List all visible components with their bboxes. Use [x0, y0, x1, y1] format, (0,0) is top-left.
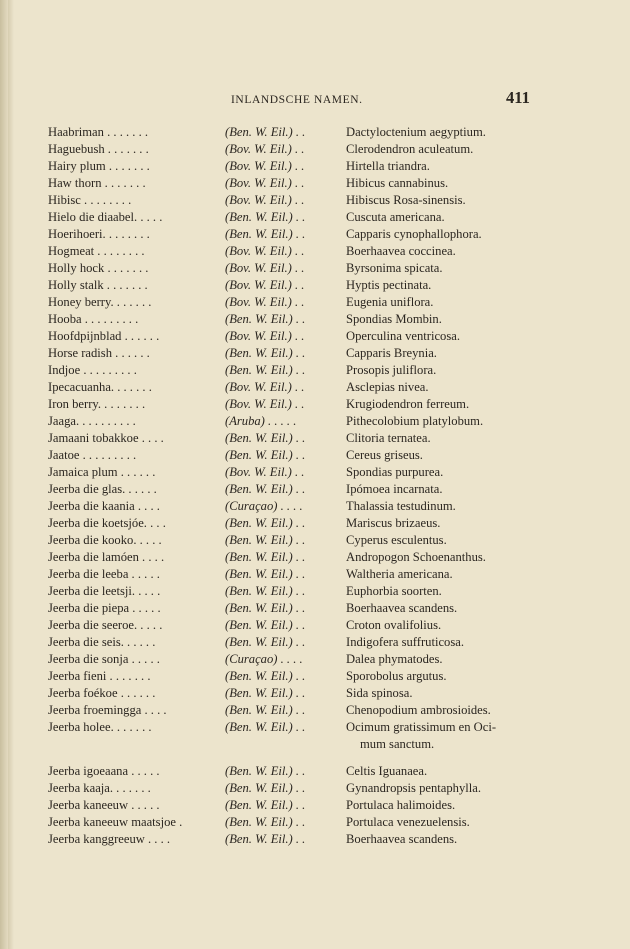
scientific-name	[346, 797, 536, 814]
vernacular-name: Jamaica plum . . . . . .	[48, 465, 156, 479]
scientific-name	[346, 617, 536, 634]
vernacular-name: Jeerba die leetsji. . . . .	[48, 584, 161, 598]
vernacular-name: Hairy plum . . . . . . .	[48, 159, 150, 173]
glossary-entry	[0, 158, 630, 175]
source-region: (Aruba) . . . . .	[225, 414, 297, 428]
scientific-name	[346, 260, 536, 277]
scientific-name	[346, 702, 536, 719]
vernacular-name: Jeerba die koetsjóe. . . .	[48, 516, 166, 530]
scientific-name-text: Portulaca venezuelensis.	[346, 815, 470, 829]
glossary-entry	[0, 464, 630, 481]
glossary-entry	[0, 831, 630, 848]
page-header	[0, 88, 630, 112]
scientific-name	[346, 549, 536, 566]
glossary-entry	[0, 277, 630, 294]
scientific-name-text: Eugenia uniflora.	[346, 295, 434, 309]
source-region: (Bov. W. Eil.) . .	[225, 329, 305, 343]
vernacular-name: Jeerba die lamóen . . . .	[48, 550, 165, 564]
scientific-name-text: Cuscuta americana.	[346, 210, 445, 224]
scientific-name-text: Boerhaavea scandens.	[346, 832, 458, 846]
scientific-name-text: Pithecolobium platylobum.	[346, 414, 484, 428]
source-region: (Ben. W. Eil.) . .	[225, 550, 306, 564]
source-region: (Ben. W. Eil.) . .	[225, 686, 306, 700]
scientific-name-text: Dactyloctenium aegyptium.	[346, 125, 486, 139]
scientific-name-text: Indigofera suffruticosa.	[346, 635, 464, 649]
scientific-name	[346, 566, 536, 583]
source-region: (Ben. W. Eil.) . .	[225, 601, 306, 615]
vernacular-name: Honey berry. . . . . . .	[48, 295, 152, 309]
scientific-name	[346, 277, 536, 294]
scientific-name-text: Byrsonima spicata.	[346, 261, 443, 275]
scientific-name-text: Dalea phymatodes.	[346, 652, 443, 666]
glossary-entry	[0, 294, 630, 311]
vernacular-name: Horse radish . . . . . .	[48, 346, 150, 360]
scientific-name-text: Andropogon Schoenanthus.	[346, 550, 486, 564]
source-region: (Ben. W. Eil.) . .	[225, 448, 306, 462]
glossary-entry	[0, 780, 630, 797]
source-region: (Bov. W. Eil.) . .	[225, 278, 305, 292]
scientific-name-text: Portulaca halimoides.	[346, 798, 456, 812]
vernacular-name: Jeerba kaneeuw . . . . .	[48, 798, 160, 812]
glossary-entry	[0, 396, 630, 413]
scientific-name	[346, 780, 536, 797]
source-region: (Bov. W. Eil.) . .	[225, 465, 305, 479]
page-number: 411	[506, 88, 530, 107]
scientific-name	[346, 192, 536, 209]
scientific-name	[346, 634, 536, 651]
source-region: (Bov. W. Eil.) . .	[225, 380, 305, 394]
scientific-name	[346, 294, 536, 311]
scientific-name	[346, 158, 536, 175]
scientific-name-text: Clitoria ternatea.	[346, 431, 431, 445]
glossary-list	[0, 124, 630, 848]
scientific-name	[346, 498, 536, 515]
vernacular-name: Haabriman . . . . . . .	[48, 125, 149, 139]
vernacular-name: Jamaani tobakkoe . . . .	[48, 431, 164, 445]
glossary-entry	[0, 651, 630, 668]
glossary-entry	[0, 362, 630, 379]
scientific-name-text: Gynandropsis pentaphylla.	[346, 781, 482, 795]
scientific-name	[346, 413, 536, 430]
vernacular-name: Holly hock . . . . . . .	[48, 261, 149, 275]
source-region: (Ben. W. Eil.) . .	[225, 703, 306, 717]
glossary-entry	[0, 209, 630, 226]
scientific-name-text: Krugiodendron ferreum.	[346, 397, 470, 411]
scientific-name-text: Boerhaavea coccinea.	[346, 244, 456, 258]
vernacular-name: Jeerba die kooko. . . . .	[48, 533, 162, 547]
vernacular-name: Jeerba die glas. . . . . .	[48, 482, 157, 496]
source-region: (Ben. W. Eil.) . .	[225, 346, 306, 360]
scientific-name-text: Cyperus esculentus.	[346, 533, 447, 547]
glossary-entry	[0, 566, 630, 583]
vernacular-name: Jeerba die sonja . . . . .	[48, 652, 160, 666]
glossary-entry	[0, 634, 630, 651]
scientific-name	[346, 124, 536, 141]
scientific-name-text: Spondias purpurea.	[346, 465, 444, 479]
vernacular-name: Jeerba die piepa . . . . .	[48, 601, 161, 615]
scientific-name	[346, 141, 536, 158]
source-region: (Ben. W. Eil.) . .	[225, 482, 306, 496]
vernacular-name: Holly stalk . . . . . . .	[48, 278, 148, 292]
scientific-name-text: Spondias Mombin.	[346, 312, 442, 326]
scientific-name-text: Celtis Iguanaea.	[346, 764, 428, 778]
glossary-entry	[0, 430, 630, 447]
scientific-name-text: Waltheria americana.	[346, 567, 453, 581]
scientific-name-text: Thalassia testudinum.	[346, 499, 456, 513]
vernacular-name: Jeerba fieni . . . . . . .	[48, 669, 151, 683]
source-region: (Ben. W. Eil.) . .	[225, 516, 306, 530]
source-region: (Bov. W. Eil.) . .	[225, 261, 305, 275]
scientific-name-text: Euphorbia soorten.	[346, 584, 442, 598]
source-region: (Bov. W. Eil.) . .	[225, 193, 305, 207]
vernacular-name: Jeerba igoeaana . . . . .	[48, 764, 160, 778]
scientific-name-text: Capparis cynophallophora.	[346, 227, 482, 241]
source-region: (Curaçao) . . . .	[225, 499, 303, 513]
glossary-entry	[0, 702, 630, 719]
vernacular-name: Haw thorn . . . . . . .	[48, 176, 146, 190]
scientific-name	[346, 481, 536, 498]
scientific-name	[346, 311, 536, 328]
glossary-entry	[0, 515, 630, 532]
scientific-name	[346, 362, 536, 379]
glossary-entry	[0, 763, 630, 780]
scientific-name-continuation: mum sanctum.	[360, 737, 435, 751]
vernacular-name: Jaaga. . . . . . . . . .	[48, 414, 136, 428]
scientific-name	[346, 447, 536, 464]
source-region: (Bov. W. Eil.) . .	[225, 142, 305, 156]
source-region: (Bov. W. Eil.) . .	[225, 244, 305, 258]
source-region: (Bov. W. Eil.) . .	[225, 176, 305, 190]
scientific-name-text: Sporobolus argutus.	[346, 669, 447, 683]
vernacular-name: Hoerihoeri. . . . . . . .	[48, 227, 150, 241]
source-region: (Curaçao) . . . .	[225, 652, 303, 666]
glossary-entry	[0, 260, 630, 277]
vernacular-name: Iron berry. . . . . . . .	[48, 397, 146, 411]
vernacular-name: Jeerba die seeroe. . . . .	[48, 618, 163, 632]
source-region: (Ben. W. Eil.) . .	[225, 720, 306, 734]
scientific-name	[346, 719, 536, 753]
glossary-entry	[0, 719, 630, 753]
glossary-entry	[0, 797, 630, 814]
scientific-name-text: Hirtella triandra.	[346, 159, 430, 173]
scientific-name	[346, 226, 536, 243]
scientific-name	[346, 396, 536, 413]
glossary-entry	[0, 447, 630, 464]
scientific-name	[346, 209, 536, 226]
source-region: (Ben. W. Eil.) . .	[225, 815, 306, 829]
scientific-name	[346, 600, 536, 617]
vernacular-name: Jeerba die kaania . . . .	[48, 499, 160, 513]
vernacular-name: Jeerba froemingga . . . .	[48, 703, 167, 717]
scientific-name	[346, 668, 536, 685]
scientific-name-text: Cereus griseus.	[346, 448, 423, 462]
glossary-entry	[0, 379, 630, 396]
glossary-entry	[0, 685, 630, 702]
glossary-entry	[0, 243, 630, 260]
source-region: (Ben. W. Eil.) . .	[225, 669, 306, 683]
scientific-name	[346, 379, 536, 396]
scientific-name-text: Ocimum gratissimum en Oci-	[346, 720, 497, 734]
vernacular-name: Jeerba die seis. . . . . .	[48, 635, 156, 649]
glossary-entry	[0, 192, 630, 209]
glossary-entry	[0, 583, 630, 600]
source-region: (Bov. W. Eil.) . .	[225, 397, 305, 411]
scientific-name	[346, 831, 536, 848]
glossary-entry	[0, 600, 630, 617]
source-region: (Ben. W. Eil.) . .	[225, 125, 306, 139]
vernacular-name: Hogmeat . . . . . . . .	[48, 244, 145, 258]
source-region: (Ben. W. Eil.) . .	[225, 227, 306, 241]
scientific-name	[346, 243, 536, 260]
source-region: (Bov. W. Eil.) . .	[225, 295, 305, 309]
source-region: (Ben. W. Eil.) . .	[225, 764, 306, 778]
glossary-entry	[0, 311, 630, 328]
glossary-entry	[0, 481, 630, 498]
vernacular-name: Jeerba kaneeuw maatsjoe .	[48, 815, 183, 829]
scientific-name-text: Mariscus brizaeus.	[346, 516, 441, 530]
vernacular-name: Indjoe . . . . . . . . .	[48, 363, 137, 377]
scientific-name	[346, 583, 536, 600]
scientific-name-text: Asclepias nivea.	[346, 380, 429, 394]
vernacular-name: Jeerba holee. . . . . . .	[48, 720, 152, 734]
vernacular-name: Hooba . . . . . . . . .	[48, 312, 139, 326]
scientific-name-text: Hyptis pectinata.	[346, 278, 432, 292]
source-region: (Ben. W. Eil.) . .	[225, 584, 306, 598]
source-region: (Ben. W. Eil.) . .	[225, 431, 306, 445]
source-region: (Ben. W. Eil.) . .	[225, 210, 306, 224]
glossary-entry	[0, 226, 630, 243]
glossary-entry	[0, 668, 630, 685]
scientific-name	[346, 532, 536, 549]
scientific-name	[346, 763, 536, 780]
source-region: (Ben. W. Eil.) . .	[225, 533, 306, 547]
source-region: (Ben. W. Eil.) . .	[225, 781, 306, 795]
scientific-name-text: Ipómoea incarnata.	[346, 482, 443, 496]
source-region: (Ben. W. Eil.) . .	[225, 618, 306, 632]
vernacular-name: Hibisc . . . . . . . .	[48, 193, 132, 207]
scientific-name	[346, 328, 536, 345]
vernacular-name: Jeerba kanggreeuw . . . .	[48, 832, 171, 846]
scientific-name	[346, 345, 536, 362]
scientific-name	[346, 651, 536, 668]
vernacular-name: Jeerba kaaja. . . . . . .	[48, 781, 151, 795]
scientific-name-text: Sida spinosa.	[346, 686, 413, 700]
scientific-name-text: Capparis Breynia.	[346, 346, 437, 360]
vernacular-name: Hoofdpijnblad . . . . . .	[48, 329, 160, 343]
vernacular-name: Haguebush . . . . . . .	[48, 142, 149, 156]
scientific-name-text: Hibiscus Rosa-sinensis.	[346, 193, 466, 207]
glossary-entry	[0, 498, 630, 515]
scientific-name	[346, 175, 536, 192]
glossary-entry	[0, 532, 630, 549]
scientific-name	[346, 814, 536, 831]
scientific-name-text: Clerodendron aculeatum.	[346, 142, 474, 156]
glossary-entry	[0, 549, 630, 566]
glossary-entry	[0, 141, 630, 158]
scientific-name-text: Croton ovalifolius.	[346, 618, 442, 632]
scientific-name	[346, 464, 536, 481]
glossary-entry	[0, 124, 630, 141]
scientific-name-text: Boerhaavea scandens.	[346, 601, 458, 615]
vernacular-name: Hielo die diaabel. . . . .	[48, 210, 163, 224]
scientific-name-text: Chenopodium ambrosioides.	[346, 703, 491, 717]
source-region: (Ben. W. Eil.) . .	[225, 832, 306, 846]
glossary-entry	[0, 345, 630, 362]
vernacular-name: Jaatoe . . . . . . . . .	[48, 448, 137, 462]
scientific-name	[346, 685, 536, 702]
source-region: (Ben. W. Eil.) . .	[225, 363, 306, 377]
glossary-entry	[0, 413, 630, 430]
scientific-name-text: Prosopis juliflora.	[346, 363, 437, 377]
source-region: (Bov. W. Eil.) . .	[225, 159, 305, 173]
scientific-name	[346, 430, 536, 447]
source-region: (Ben. W. Eil.) . .	[225, 635, 306, 649]
vernacular-name: Jeerba foékoe . . . . . .	[48, 686, 156, 700]
scientific-name-text: Operculina ventricosa.	[346, 329, 460, 343]
glossary-entry	[0, 814, 630, 831]
source-region: (Ben. W. Eil.) . .	[225, 798, 306, 812]
glossary-entry	[0, 328, 630, 345]
source-region: (Ben. W. Eil.) . .	[225, 312, 306, 326]
source-region: (Ben. W. Eil.) . .	[225, 567, 306, 581]
glossary-entry	[0, 175, 630, 192]
vernacular-name: Jeerba die leeba . . . . .	[48, 567, 160, 581]
vernacular-name: Ipecacuanha. . . . . . .	[48, 380, 152, 394]
glossary-entry	[0, 617, 630, 634]
running-title: INLANDSCHE NAMEN.	[231, 94, 363, 106]
scientific-name-text: Hibicus cannabinus.	[346, 176, 449, 190]
scientific-name	[346, 515, 536, 532]
